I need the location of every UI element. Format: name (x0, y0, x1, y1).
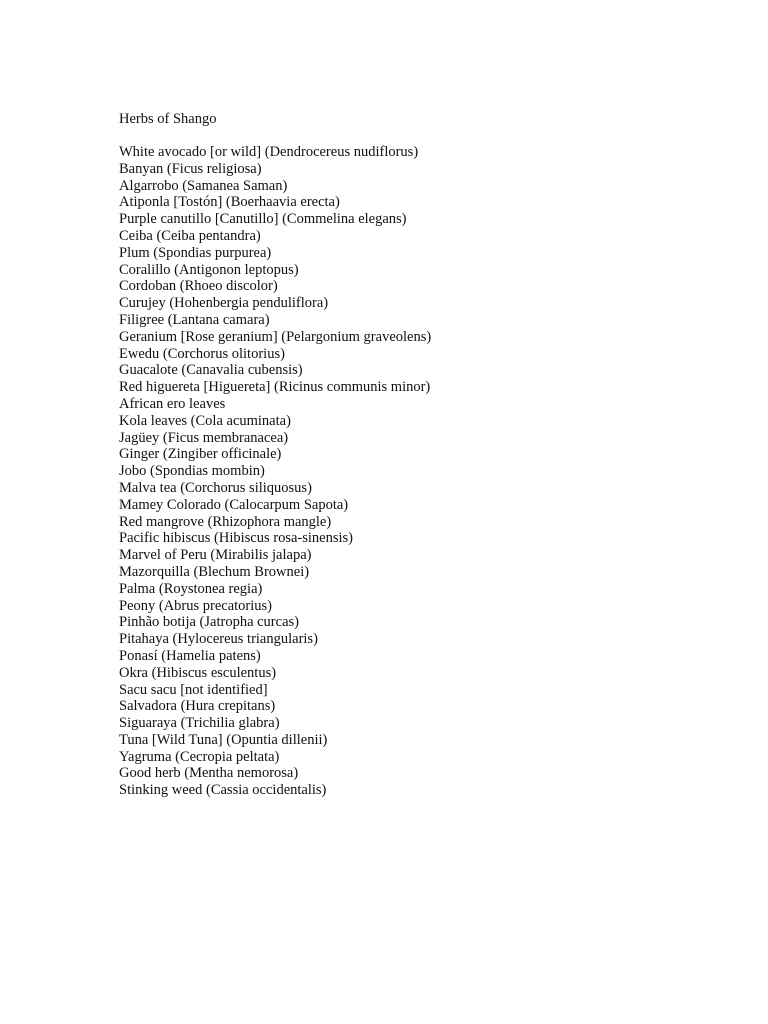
list-item: Mamey Colorado (Calocarpum Sapota) (119, 496, 349, 513)
list-item: African ero leaves (119, 395, 226, 412)
herb-list (119, 144, 431, 799)
list-item: Sacu sacu [not identified] (119, 681, 268, 698)
list-item: Pitahaya (Hylocereus triangularis) (119, 631, 318, 648)
list-item: Good herb (Mentha nemorosa) (119, 765, 299, 782)
list-item: Atiponla [Tostón] (Boerhaavia erecta) (119, 194, 340, 211)
list-item: Algarrobo (Samanea Saman) (119, 177, 288, 194)
list-item: Coralillo (Antigonon leptopus) (119, 261, 299, 278)
list-item: Geranium [Rose geranium] (Pelargonium graveolens) (119, 328, 432, 345)
list-item: Red higuereta [Higuereta] (Ricinus communis minor) (119, 379, 431, 396)
list-item: Mazorquilla (Blechum Brownei) (119, 563, 310, 580)
list-item: Peony (Abrus precatorius) (119, 597, 273, 614)
list-item: Palma (Roystonea regia) (119, 580, 263, 597)
list-item: Okra (Hibiscus esculentus) (119, 664, 277, 681)
list-item: Filigree (Lantana camara) (119, 311, 270, 328)
list-item: Kola leaves (Cola acuminata) (119, 412, 291, 429)
document-content (119, 110, 431, 799)
list-item: Curujey (Hohenbergia penduliflora) (119, 295, 329, 312)
list-item: Yagruma (Cecropia peltata) (119, 748, 280, 765)
list-item: Jobo (Spondias mombin) (119, 463, 265, 480)
list-item: Jagüey (Ficus membranacea) (119, 429, 289, 446)
list-item: Pacific hibiscus (Hibiscus rosa-sinensis) (119, 530, 353, 547)
list-item: Pinhão botija (Jatropha curcas) (119, 614, 299, 631)
list-item: Stinking weed (Cassia occidentalis) (119, 782, 327, 799)
list-item: Marvel of Peru (Mirabilis jalapa) (119, 547, 312, 564)
page-title: Herbs of Shango (119, 111, 217, 127)
list-item: Red mangrove (Rhizophora mangle) (119, 513, 332, 530)
list-item: Guacalote (Canavalia cubensis) (119, 362, 303, 379)
list-item: Ceiba (Ceiba pentandra) (119, 227, 261, 244)
list-item: Cordoban (Rhoeo discolor) (119, 278, 278, 295)
list-item: Banyan (Ficus religiosa) (119, 160, 262, 177)
list-item: Ponasí (Hamelia patens) (119, 647, 261, 664)
list-item: Tuna [Wild Tuna] (Opuntia dillenii) (119, 731, 328, 748)
list-item: Plum (Spondias purpurea) (119, 244, 272, 261)
list-item: Purple canutillo [Canutillo] (Commelina elegans) (119, 211, 407, 228)
list-item: Salvadora (Hura crepitans) (119, 698, 276, 715)
list-item: Ewedu (Corchorus olitorius) (119, 345, 285, 362)
list-item: Siguaraya (Trichilia glabra) (119, 715, 280, 732)
list-item: Malva tea (Corchorus siliquosus) (119, 479, 312, 496)
list-item: Ginger (Zingiber officinale) (119, 446, 282, 463)
list-item: White avocado [or wild] (Dendrocereus nudiflorus) (119, 144, 419, 160)
